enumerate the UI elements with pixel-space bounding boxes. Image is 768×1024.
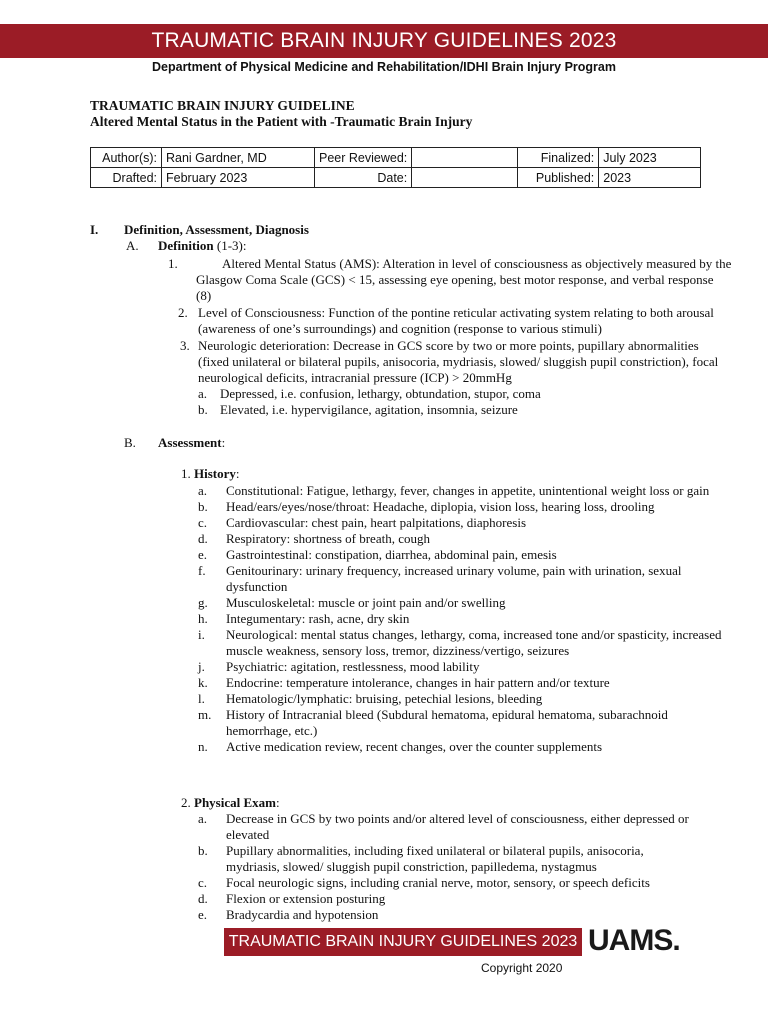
guideline-subtitle: Altered Mental Status in the Patient with -Traumatic Brain Injury <box>90 114 473 129</box>
assessment-heading <box>158 435 225 451</box>
list-item-line: Psychiatric: agitation, restlessness, mood lability <box>226 659 480 674</box>
list-item-line: Focal neurologic signs, including cranial nerve, motor, sensory, or speech deficits <box>226 875 650 890</box>
list-item-line: History of Intracranial bleed (Subdural hematoma, epidural hematoma, subarachnoid <box>226 707 668 722</box>
list-item-letter: b. <box>198 499 208 514</box>
history-num: 1. <box>181 466 191 481</box>
list-item-letter: d. <box>198 531 208 546</box>
header-banner: TRAUMATIC BRAIN INJURY GUIDELINES 2023 <box>0 24 768 58</box>
list-item-line: Neurological: mental status changes, lethargy, coma, increased tone and/or spasticity, increased <box>226 627 722 642</box>
list-item-line: Respiratory: shortness of breath, cough <box>226 531 430 546</box>
finalized-value: July 2023 <box>599 148 701 168</box>
list-item-letter: e. <box>198 547 208 562</box>
physical-exam-num: 2. <box>181 795 191 810</box>
sub-item-letter: a. <box>198 386 208 401</box>
list-item-line: Genitourinary: urinary frequency, increased urinary volume, pain with urination, sexual <box>226 563 682 578</box>
history-title: History <box>194 466 236 481</box>
list-item-letter: l. <box>198 691 205 706</box>
date-label: Date: <box>315 168 412 188</box>
sub-item-text: Elevated, i.e. hypervigilance, agitation, insomnia, seizure <box>220 402 518 417</box>
definition-ref: (1-3): <box>213 238 247 253</box>
document-metadata-table <box>90 147 701 188</box>
section-title: Definition, Assessment, Diagnosis <box>124 222 309 237</box>
peer-reviewed-label: Peer Reviewed: <box>315 148 412 168</box>
footer-banner: TRAUMATIC BRAIN INJURY GUIDELINES 2023 <box>224 928 582 956</box>
list-item-letter: e. <box>198 907 208 922</box>
physical-exam-colon: : <box>275 795 280 810</box>
list-item-line: Glasgow Coma Scale (GCS) < 15, assessing eye opening, best motor response, and verbal response <box>196 272 714 287</box>
drafted-label: Drafted: <box>91 168 162 188</box>
list-item-letter: j. <box>198 659 205 674</box>
sub-item-text: Depressed, i.e. confusion, lethargy, obtundation, stupor, coma <box>220 386 541 401</box>
physical-exam-heading <box>181 795 280 811</box>
list-item-letter: c. <box>198 515 208 530</box>
assessment-title: Assessment <box>158 435 222 450</box>
list-item-line: Endocrine: temperature intolerance, changes in hair pattern and/or texture <box>226 675 610 690</box>
list-item-letter: m. <box>198 707 212 722</box>
list-item-letter: b. <box>198 843 208 858</box>
list-item-line: Decrease in GCS by two points and/or altered level of consciousness, either depressed or <box>226 811 689 826</box>
list-item-line: (fixed unilateral or bilateral pupils, anisocoria, mydriasis, slowed/ sluggish pupil constriction), focal <box>198 354 719 369</box>
list-item-line: Neurologic deterioration: Decrease in GCS score by two or more points, pupillary abnormalities <box>198 338 699 353</box>
assessment-colon: : <box>221 435 226 450</box>
published-value: 2023 <box>599 168 701 188</box>
list-item-line: Integumentary: rash, acne, dry skin <box>226 611 410 626</box>
list-item-letter: d. <box>198 891 208 906</box>
list-item-line: mydriasis, slowed/ sluggish pupil constriction, papilledema, nystagmus <box>226 859 597 874</box>
list-item-line: Head/ears/eyes/nose/throat: Headache, diplopia, vision loss, hearing loss, drooling <box>226 499 655 514</box>
list-item-letter: c. <box>198 875 208 890</box>
list-item-letter: i. <box>198 627 205 642</box>
definition-title: Definition <box>158 238 214 253</box>
uams-logo: UAMS. <box>588 924 680 957</box>
peer-reviewed-value <box>412 148 518 168</box>
list-item-line: hemorrhage, etc.) <box>226 723 318 738</box>
drafted-value: February 2023 <box>162 168 315 188</box>
author-label: Author(s): <box>91 148 162 168</box>
published-label: Published: <box>518 168 599 188</box>
history-heading <box>181 466 240 482</box>
list-item-line: (8) <box>196 288 212 303</box>
sub-item-letter: b. <box>198 402 208 417</box>
guideline-label: TRAUMATIC BRAIN INJURY GUIDELINE <box>90 98 355 113</box>
list-item-number: 2. <box>178 305 188 320</box>
list-item-line: Constitutional: Fatigue, lethargy, fever, changes in appetite, unintentional weight loss or gain <box>226 483 710 498</box>
list-item-letter: k. <box>198 675 208 690</box>
subsection-letter: B. <box>124 435 136 450</box>
list-item-letter: g. <box>198 595 208 610</box>
history-colon: : <box>235 466 240 481</box>
list-item-line: muscle weakness, sensory loss, tremor, dizziness/vertigo, seizures <box>226 643 570 658</box>
finalized-label: Finalized: <box>518 148 599 168</box>
list-item-letter: f. <box>198 563 206 578</box>
list-item-line: Hematologic/lymphatic: bruising, petechial lesions, bleeding <box>226 691 543 706</box>
list-item-line: Pupillary abnormalities, including fixed unilateral or bilateral pupils, anisocoria, <box>226 843 644 858</box>
list-item-letter: a. <box>198 811 208 826</box>
list-item-line: Active medication review, recent changes, over the counter supplements <box>226 739 603 754</box>
list-item-line: neurological deficits, intracranial pressure (ICP) > 20mmHg <box>198 370 512 385</box>
list-item-line: Cardiovascular: chest pain, heart palpitations, diaphoresis <box>226 515 526 530</box>
guideline-heading <box>90 98 472 130</box>
list-item-line: dysfunction <box>226 579 288 594</box>
table-row <box>91 168 701 188</box>
list-item-line: Flexion or extension posturing <box>226 891 386 906</box>
author-value: Rani Gardner, MD <box>162 148 315 168</box>
table-row <box>91 148 701 168</box>
list-item-line: Level of Consciousness: Function of the pontine reticular activating system relating to both arousal <box>198 305 714 320</box>
list-item-number: 3. <box>180 338 190 353</box>
section-numeral: I. <box>90 222 99 237</box>
date-value <box>412 168 518 188</box>
list-item-line: Altered Mental Status (AMS): Alteration in level of consciousness as objectively measured by the <box>222 256 732 271</box>
list-item-line: Gastrointestinal: constipation, diarrhea, abdominal pain, emesis <box>226 547 557 562</box>
department-line: Department of Physical Medicine and Rehabilitation/IDHI Brain Injury Program <box>152 60 616 74</box>
copyright-text: Copyright 2020 <box>481 961 563 975</box>
definition-heading <box>158 238 246 254</box>
list-item-letter: h. <box>198 611 208 626</box>
list-item-number: 1. <box>168 256 178 271</box>
list-item-line: Musculoskeletal: muscle or joint pain and/or swelling <box>226 595 506 610</box>
list-item-line: (awareness of one’s surroundings) and cognition (response to various stimuli) <box>198 321 603 336</box>
list-item-line: Bradycardia and hypotension <box>226 907 379 922</box>
list-item-letter: n. <box>198 739 208 754</box>
list-item-letter: a. <box>198 483 208 498</box>
subsection-letter: A. <box>126 238 139 253</box>
list-item-line: elevated <box>226 827 270 842</box>
physical-exam-title: Physical Exam <box>194 795 276 810</box>
